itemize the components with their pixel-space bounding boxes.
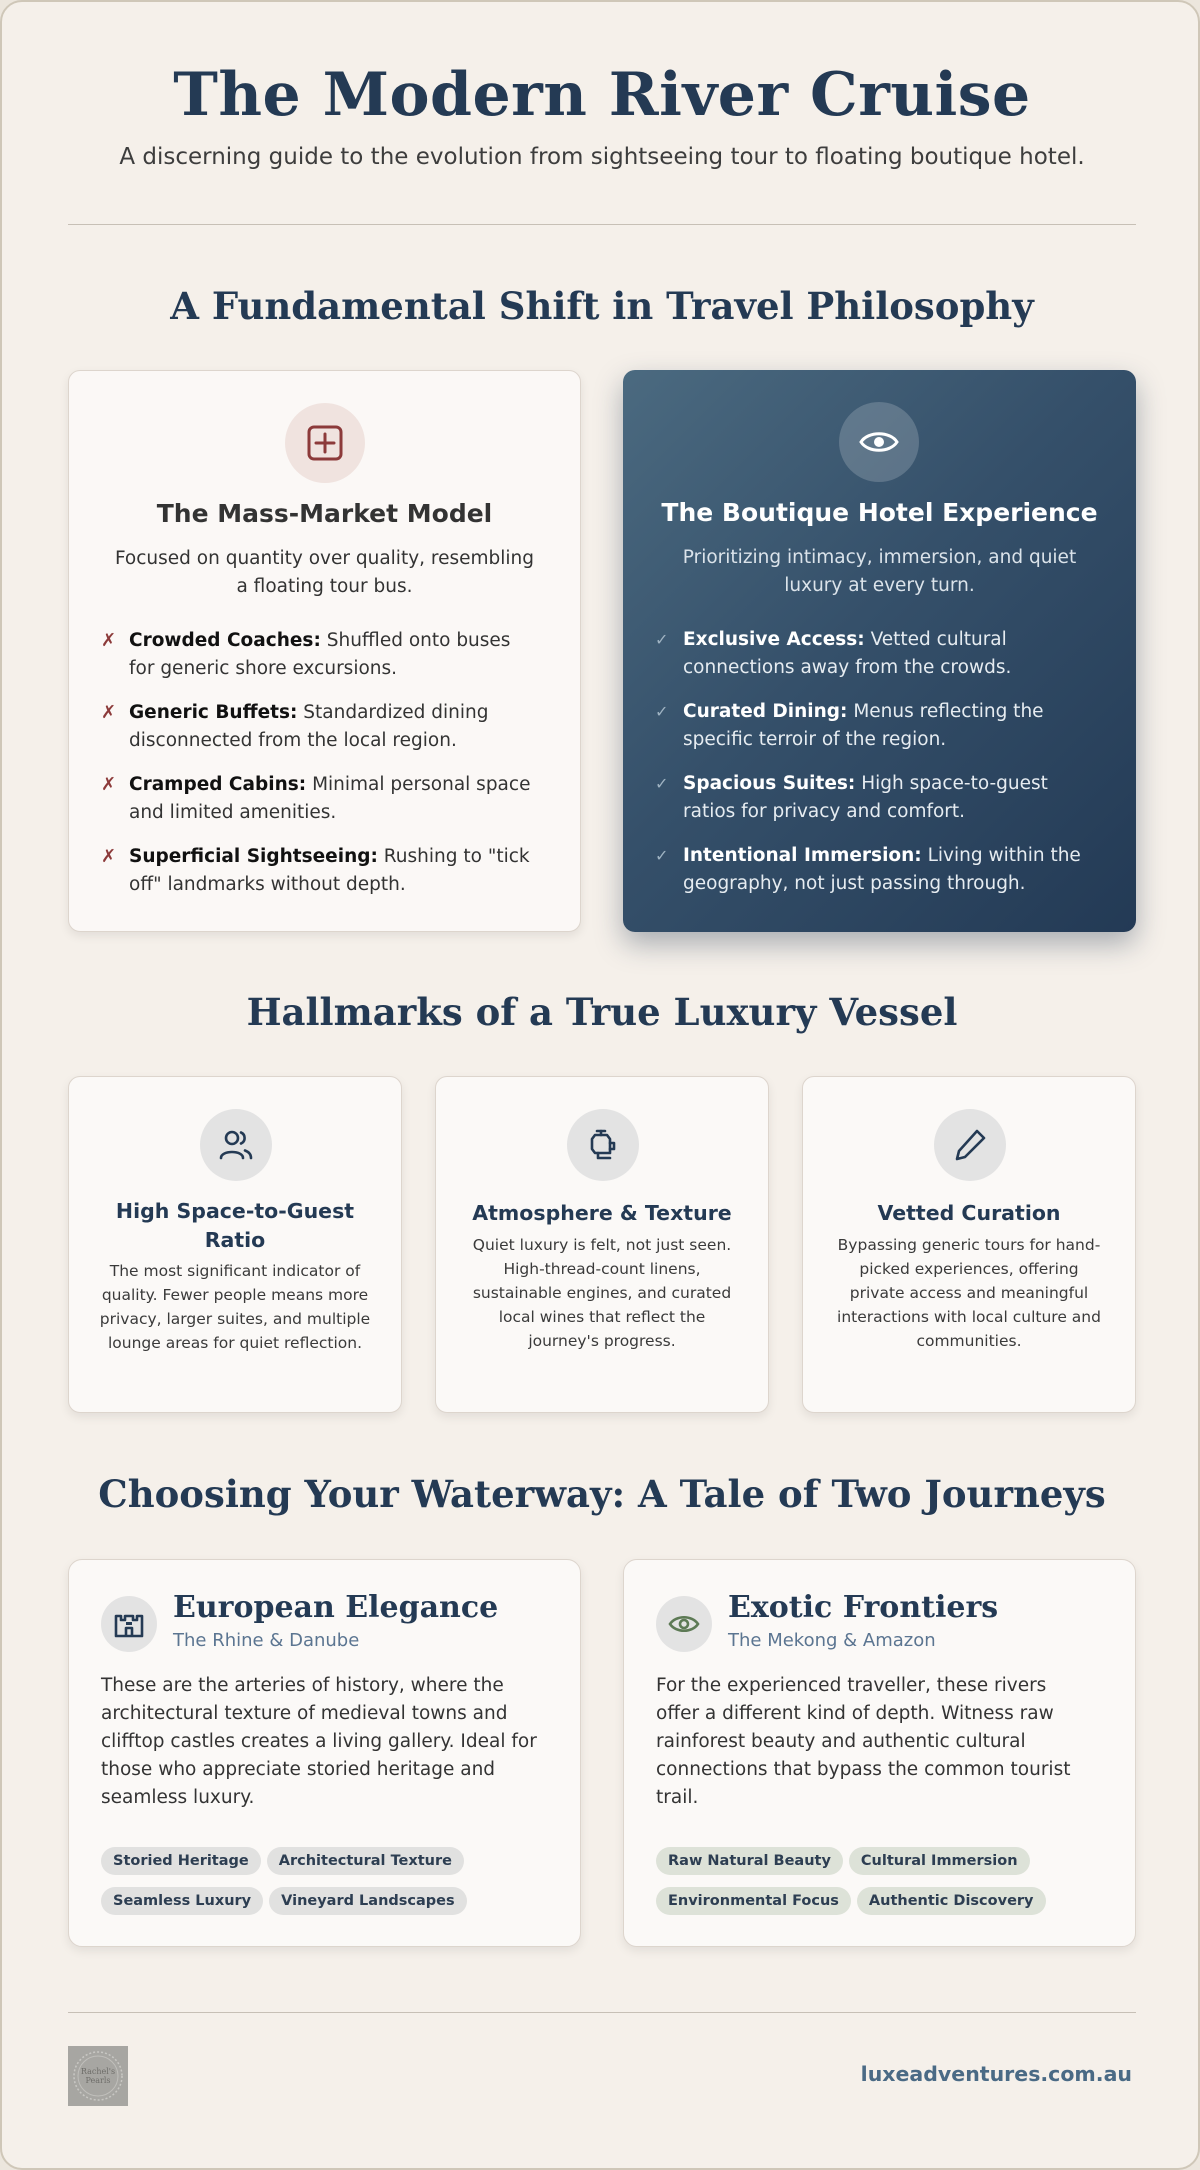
list-item: ✗ Superficial Sightseeing: Rushing to "tick off" landmarks without depth. bbox=[101, 843, 540, 899]
hallmark-description: Bypassing generic tours for hand-picked experiences, offering private access and meaningful interactions with local culture and communities. bbox=[837, 1236, 1101, 1350]
hallmarks-heading: Hallmarks of a True Luxury Vessel bbox=[246, 990, 958, 1034]
tag: Vineyard Landscapes bbox=[269, 1887, 467, 1915]
users-icon bbox=[200, 1109, 272, 1181]
tag: Architectural Texture bbox=[267, 1847, 464, 1875]
journey-subtitle: The Rhine & Danube bbox=[173, 1630, 360, 1651]
journey-body: These are the arteries of history, where the architectural texture of medieval towns and clifftop castles creates a living gallery. Ideal for those who appreciate storied heritage and seamless luxury. bbox=[101, 1675, 537, 1808]
eye-icon bbox=[839, 402, 919, 482]
tag: Seamless Luxury bbox=[101, 1887, 263, 1915]
tag: Cultural Immersion bbox=[849, 1847, 1030, 1875]
journey-card-exotic bbox=[623, 1559, 1136, 1947]
mass-market-list bbox=[101, 627, 540, 915]
tag: Raw Natural Beauty bbox=[656, 1847, 843, 1875]
hallmark-card bbox=[68, 1076, 402, 1413]
hallmark-card bbox=[435, 1076, 769, 1413]
svg-text:Pearls: Pearls bbox=[85, 2076, 111, 2085]
list-item: ✗ Cramped Cabins: Minimal personal space and limited amenities. bbox=[101, 771, 540, 827]
cross-icon: ✗ bbox=[101, 702, 117, 723]
mass-market-description: Focused on quantity over quality, resembling a floating tour bus. bbox=[114, 548, 535, 597]
cross-icon: ✗ bbox=[101, 846, 117, 867]
hallmark-title: Vetted Curation bbox=[877, 1201, 1061, 1225]
svg-text:Rachel's: Rachel's bbox=[80, 2067, 116, 2076]
journeys-heading: Choosing Your Waterway: A Tale of Two Journeys bbox=[98, 1472, 1106, 1516]
journey-title: European Elegance bbox=[173, 1590, 499, 1625]
check-icon: ✓ bbox=[655, 846, 669, 865]
cross-icon: ✗ bbox=[101, 630, 117, 651]
check-icon: ✓ bbox=[655, 702, 669, 721]
cross-icon: ✗ bbox=[101, 774, 117, 795]
eye-icon bbox=[656, 1596, 712, 1652]
castle-icon bbox=[101, 1596, 157, 1652]
list-item: ✓ Intentional Immersion: Living within the geography, not just passing through. bbox=[655, 842, 1096, 898]
tag: Environmental Focus bbox=[656, 1887, 851, 1915]
tag-list bbox=[656, 1847, 1105, 1927]
journey-card-europe bbox=[68, 1559, 581, 1947]
boutique-list bbox=[655, 626, 1096, 914]
hallmark-title: Atmosphere & Texture bbox=[472, 1201, 732, 1225]
tag: Storied Heritage bbox=[101, 1847, 261, 1875]
page-subtitle: A discerning guide to the evolution from sightseeing tour to floating boutique hotel. bbox=[119, 144, 1085, 170]
list-item: ✓ Exclusive Access: Vetted cultural connections away from the crowds. bbox=[655, 626, 1096, 682]
hallmark-description: Quiet luxury is felt, not just seen. High-thread-count linens, sustainable engines, and curated local wines that reflect the journey's progress. bbox=[472, 1236, 732, 1350]
header-divider bbox=[68, 224, 1136, 225]
journey-body: For the experienced traveller, these rivers offer a different kind of depth. Witness raw rainforest beauty and authentic cultural connections that bypass the common tourist trail. bbox=[656, 1675, 1071, 1808]
philosophy-heading: A Fundamental Shift in Travel Philosophy bbox=[170, 284, 1034, 328]
pen-icon bbox=[934, 1109, 1006, 1181]
hallmark-title: High Space-to-Guest Ratio bbox=[115, 1199, 355, 1252]
footer-divider bbox=[68, 2012, 1136, 2013]
website-link[interactable]: luxeadventures.com.au bbox=[860, 2062, 1132, 2086]
boutique-description: Prioritizing intimacy, immersion, and quiet luxury at every turn. bbox=[682, 547, 1077, 596]
list-item: ✗ Crowded Coaches: Shuffled onto buses for generic shore excursions. bbox=[101, 627, 540, 683]
check-icon: ✓ bbox=[655, 630, 669, 649]
list-item: ✓ Spacious Suites: High space-to-guest ratios for privacy and comfort. bbox=[655, 770, 1096, 826]
boutique-card bbox=[623, 370, 1136, 932]
boutique-title: The Boutique Hotel Experience bbox=[661, 498, 1098, 527]
brand-logo bbox=[68, 2046, 128, 2106]
mass-market-card bbox=[68, 370, 581, 932]
tag: Authentic Discovery bbox=[857, 1887, 1046, 1915]
list-item: ✓ Curated Dining: Menus reflecting the specific terroir of the region. bbox=[655, 698, 1096, 754]
check-icon: ✓ bbox=[655, 774, 669, 793]
journey-subtitle: The Mekong & Amazon bbox=[728, 1630, 936, 1651]
hallmark-description: The most significant indicator of quality. Fewer people means more privacy, larger suites, and multiple lounge areas for quiet reflection. bbox=[99, 1262, 371, 1352]
tag-list bbox=[101, 1847, 550, 1927]
hallmark-card bbox=[802, 1076, 1136, 1413]
mass-market-title: The Mass-Market Model bbox=[156, 499, 493, 528]
page-title: The Modern River Cruise bbox=[173, 60, 1031, 130]
list-item: ✗ Generic Buffets: Standardized dining disconnected from the local region. bbox=[101, 699, 540, 755]
engine-icon bbox=[567, 1109, 639, 1181]
plus-square-icon bbox=[285, 403, 365, 483]
journey-title: Exotic Frontiers bbox=[728, 1590, 999, 1625]
